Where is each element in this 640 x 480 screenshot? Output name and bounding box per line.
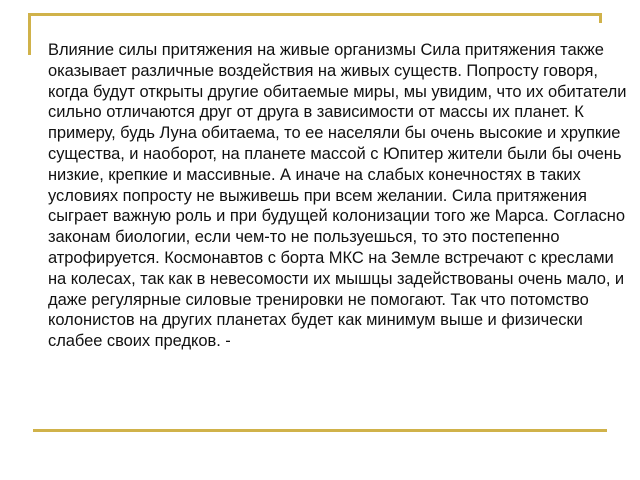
left-decorative-rule — [28, 13, 31, 55]
bottom-decorative-rule — [33, 429, 607, 432]
slide-body-text: Влияние силы притяжения на живые организмы Сила притяжения также оказывает различные воздействия на живых существ. Попросту говоря, когда будут открыты другие обитаемые миры, мы увидим, что их обитатели сильно отличаются друг от друга в зависимости от массы их планет. К примеру, будь Луна обитаема, то ее населяли бы очень высокие и хрупкие существа, и наоборот, на планете массой с Юпитер жители были бы очень низкие, крепкие и массивные. А иначе на слабых конечностях в таких условиях попросту не выживешь при всем желании. Сила притяжения сыграет важную роль и при будущей колонизации того же Марса. Согласно законам биологии, если чем-то не пользуешься, то это постепенно атрофируется. Космонавтов с борта МКС на Земле встречают с креслами на колесах, так как в невесомости их мышцы задействованы очень мало, и даже регулярные силовые тренировки не помогают. Так что потомство колонистов на других планетах будет как минимум выше и физически слабее своих предков. - — [48, 41, 627, 351]
top-decorative-rule — [28, 13, 602, 16]
right-decorative-rule — [599, 13, 602, 23]
